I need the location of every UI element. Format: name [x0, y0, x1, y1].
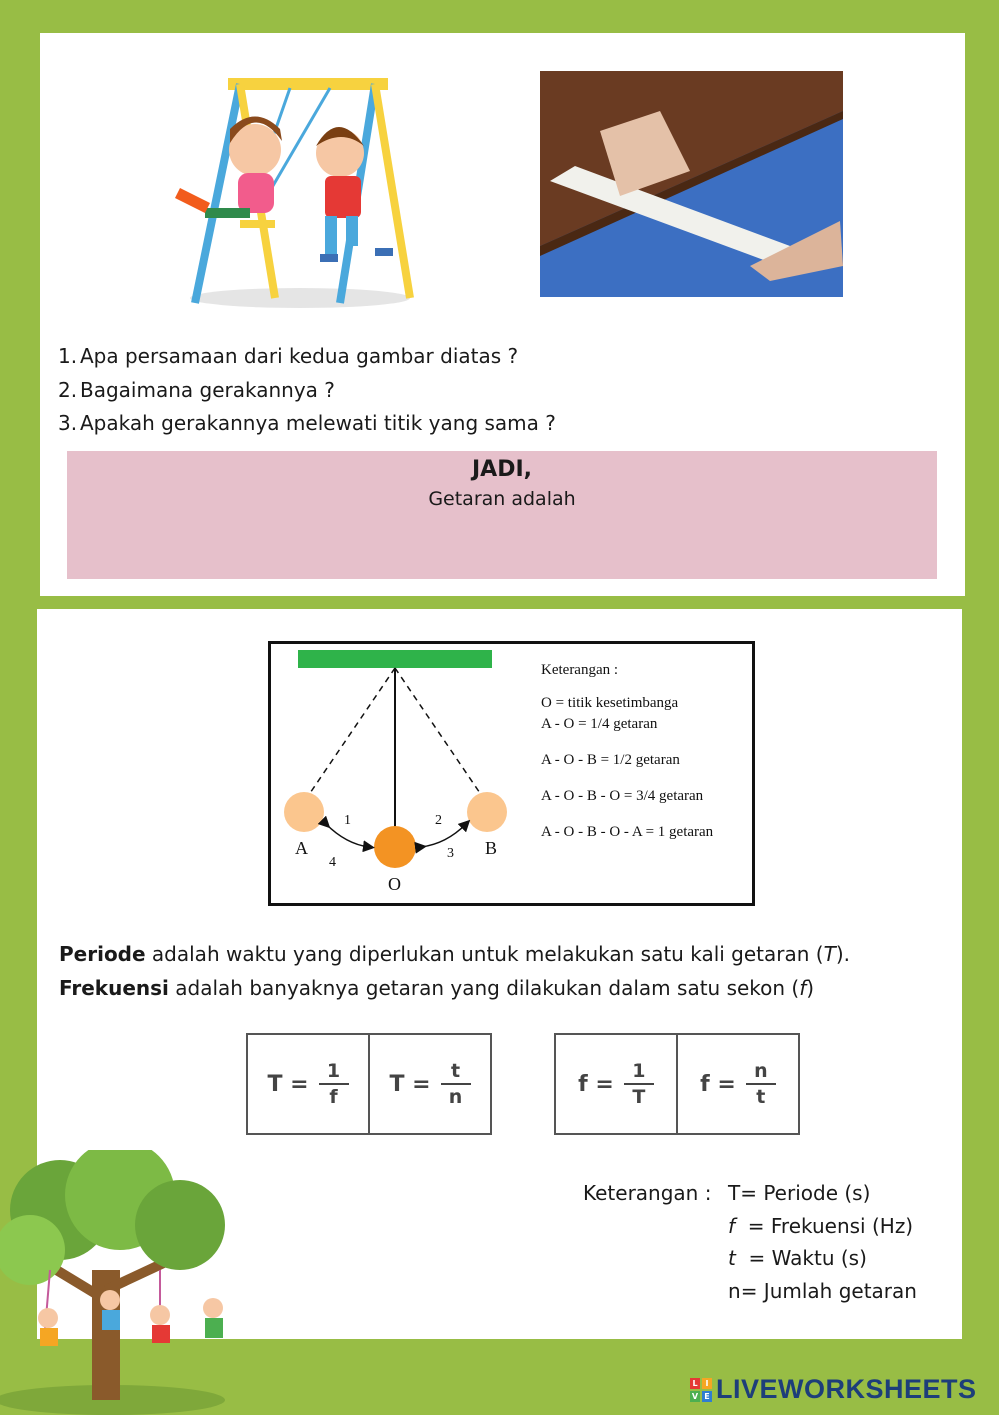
question-item: 3. Apakah gerakannya melewati titik yang sama ?	[58, 407, 556, 441]
answer-title: JADI,	[471, 457, 533, 482]
pendulum-legend-line: A - O - B = 1/2 getaran	[541, 752, 680, 768]
question-item: 2. Bagaimana gerakannya ?	[58, 374, 556, 408]
formula-frequency-period: f = $\frac{1}{T}$	[556, 1035, 676, 1133]
bob-position-b	[467, 792, 507, 832]
pendulum-legend-title: Keterangan :	[541, 662, 619, 678]
pendulum-legend-line: A - O = 1/4 getaran	[541, 716, 658, 732]
symbol-legend	[583, 1177, 917, 1307]
definitions	[59, 937, 850, 1005]
pendulum-legend-line: O = titik kesetimbanga	[541, 695, 679, 711]
question-text: Bagaimana gerakannya ?	[80, 377, 335, 402]
question-text: Apakah gerakannya melewati titik yang sama ?	[80, 411, 556, 435]
liveworksheets-mark-icon: L I V E	[690, 1378, 712, 1402]
period-formula-table	[246, 1033, 492, 1135]
pendulum-legend-line: A - O - B - O = 3/4 getaran	[541, 788, 704, 804]
question-item: 1. Apa persamaan dari kedua gambar diatas ?	[58, 340, 556, 374]
step-3: 3	[447, 846, 454, 861]
legend-row: t = Waktu (s)	[728, 1246, 867, 1270]
formula-frequency-time: f = $\frac{n}{t}$	[676, 1035, 798, 1133]
label-a: A	[295, 838, 308, 858]
pendulum-legend-line: A - O - B - O - A = 1 getaran	[541, 824, 714, 840]
legend-row: f = Frekuensi (Hz)	[728, 1213, 914, 1238]
step-2: 2	[435, 813, 442, 828]
question-text: Apa persamaan dari kedua gambar diatas ?	[80, 344, 519, 368]
swing-children-illustration	[150, 58, 450, 313]
step-1: 1	[344, 813, 351, 828]
bob-position-a	[284, 792, 324, 832]
pendulum-drawing	[271, 644, 752, 903]
answer-box[interactable]	[67, 451, 937, 579]
pendulum-diagram	[268, 641, 755, 906]
liveworksheets-logo	[690, 1374, 977, 1405]
question-list	[58, 340, 556, 441]
label-b: B	[485, 838, 498, 858]
definition-frekuensi: Frekuensi adalah banyaknya getaran yang dilakukan dalam satu sekon (f)	[59, 976, 815, 1000]
formula-period-time: T = $\frac{t}{n}$	[368, 1035, 490, 1133]
legend-row: Keterangan : T = Periode (s)	[583, 1181, 871, 1205]
legend-row: n = Jumlah getaran	[728, 1278, 917, 1303]
definition-periode: Periode adalah waktu yang diperlukan untuk melakukan satu kali getaran (T).	[59, 942, 850, 966]
answer-prompt: Getaran adalah	[428, 488, 576, 510]
tree-swing-illustration	[0, 1150, 245, 1415]
label-o: O	[388, 874, 401, 894]
step-4: 4	[329, 855, 336, 870]
pendulum-support-bar	[298, 650, 492, 668]
ruler-vibration-photo	[540, 71, 843, 297]
formula-period-frequency: T = $\frac{1}{f}$	[248, 1035, 368, 1133]
brand-name: LIVEWORKSHEETS	[716, 1374, 977, 1404]
bob-position-o	[374, 826, 416, 868]
frequency-formula-table	[554, 1033, 800, 1135]
top-panel	[40, 33, 965, 596]
